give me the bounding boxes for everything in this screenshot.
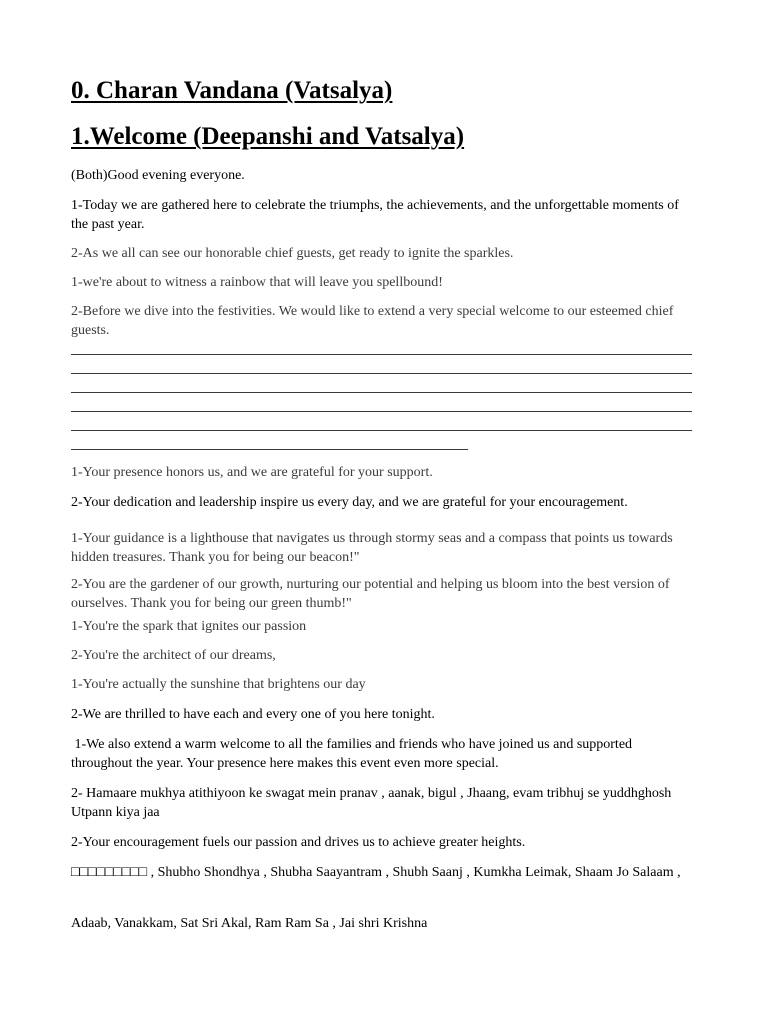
- blank-line: [71, 354, 692, 355]
- paragraph: 2-As we all can see our honorable chief guests, get ready to ignite the sparkles.: [71, 246, 514, 261]
- paragraph: (Both)Good evening everyone.: [71, 168, 245, 183]
- paragraph: 2-Your encouragement fuels our passion and drives us to achieve greater heights.: [71, 835, 526, 850]
- paragraph: 1-Today we are gathered here to celebrate the triumphs, the achievements, and the unforgettable moments of the past year.: [71, 198, 679, 232]
- paragraph: 2-We are thrilled to have each and every one of you here tonight.: [71, 707, 435, 722]
- paragraph: 2-You're the architect of our dreams,: [71, 648, 276, 663]
- blank-line: [71, 411, 692, 412]
- blank-line: [71, 430, 692, 431]
- heading-charan-vandana: 0. Charan Vandana (Vatsalya): [71, 77, 393, 104]
- paragraph: 2-Your dedication and leadership inspire us every day, and we are grateful for your encouragement.: [71, 495, 628, 510]
- blank-line: [71, 373, 692, 374]
- paragraph: 1-Your presence honors us, and we are grateful for your support.: [71, 465, 433, 480]
- paragraph: 1-We also extend a warm welcome to all the families and friends who have joined us and supported throughout the year. Your presence here makes this event even more special.: [71, 737, 636, 771]
- paragraph: 1-we're about to witness a rainbow that will leave you spellbound!: [71, 275, 443, 290]
- blank-line: [71, 449, 468, 450]
- paragraph: □□□□□□□□□ , Shubho Shondhya , Shubha Saayantram , Shubh Saanj , Kumkha Leimak, Shaam Jo Salaam ,: [71, 865, 681, 880]
- blank-line: [71, 392, 692, 393]
- paragraph: 1-Your guidance is a lighthouse that navigates us through stormy seas and a compass that points us towards hidden treasures. Thank you for being our beacon!": [71, 531, 673, 565]
- paragraph: 2-Before we dive into the festivities. We would like to extend a very special welcome to our esteemed chief guests.: [71, 304, 674, 338]
- paragraph: 1-You're the spark that ignites our passion: [71, 619, 307, 634]
- heading-welcome: 1.Welcome (Deepanshi and Vatsalya): [71, 123, 465, 150]
- paragraph: 2- Hamaare mukhya atithiyoon ke swagat mein pranav , aanak, bigul , Jhaang, evam tribhuj se yuddhghosh Utpann kiya jaa: [71, 786, 672, 820]
- paragraph: Adaab, Vanakkam, Sat Sri Akal, Ram Ram Sa , Jai shri Krishna: [71, 916, 428, 931]
- paragraph: 2-You are the gardener of our growth, nurturing our potential and helping us bloom into the best version of ourselves. Thank you for being our green thumb!": [71, 577, 670, 611]
- paragraph: 1-You're actually the sunshine that brightens our day: [71, 677, 366, 692]
